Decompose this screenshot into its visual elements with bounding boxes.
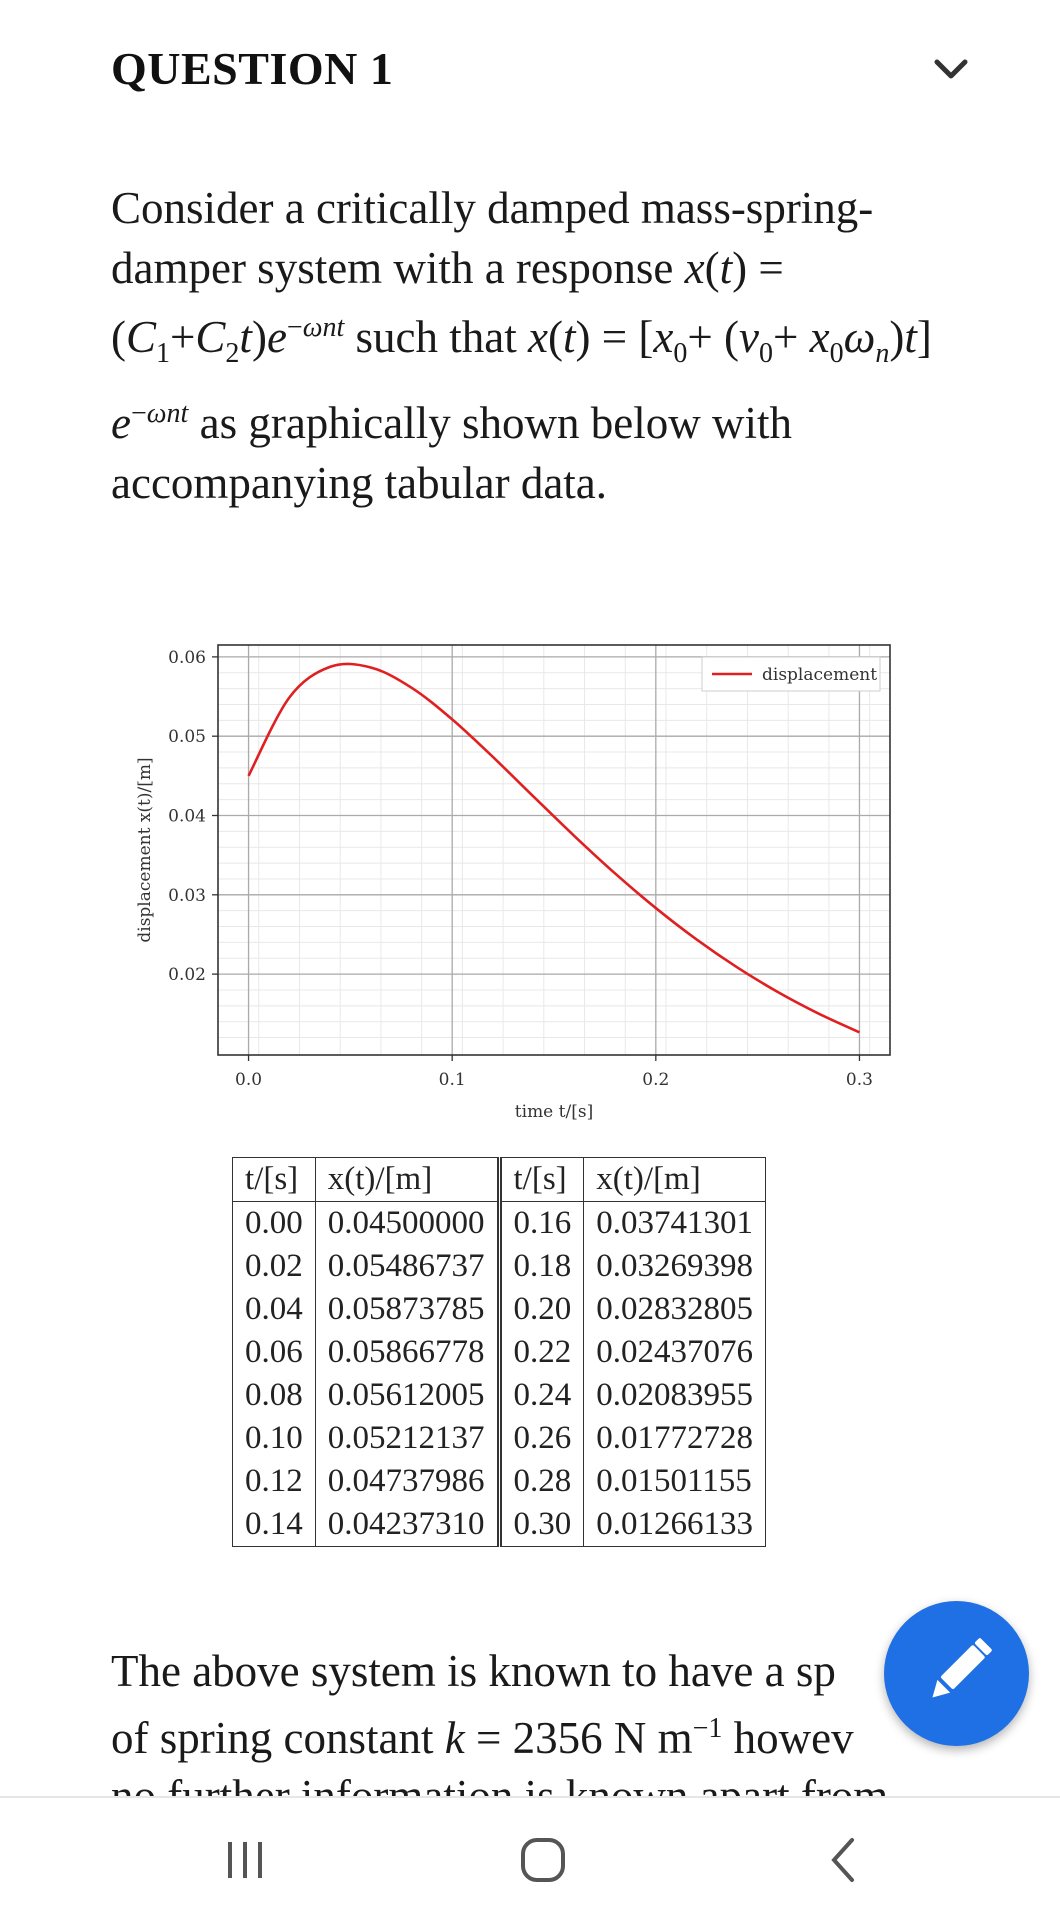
y-tick-label: 0.02	[168, 965, 206, 986]
equation-spring-constant: k = 2356 N $m^{-1}$	[444, 1713, 723, 1763]
edit-fab-button[interactable]	[884, 1601, 1029, 1746]
home-icon[interactable]	[508, 1828, 578, 1892]
table-cell: 0.03741301	[596, 1205, 753, 1241]
table-cell: 0.10	[233, 1417, 316, 1460]
table-row	[233, 1288, 766, 1331]
outro-line2-suffix: howev	[733, 1713, 854, 1763]
table-row	[233, 1374, 766, 1417]
table-cell: 0.04737986	[315, 1460, 499, 1503]
outro-line2	[111, 1700, 1011, 1767]
table-cell: 0.14	[233, 1503, 316, 1547]
table-cell: 0.05486737	[315, 1245, 499, 1288]
table-cell: 0.01266133	[596, 1506, 753, 1542]
recent-apps-icon[interactable]	[210, 1828, 280, 1892]
question-header[interactable]	[111, 42, 971, 102]
displacement-chart	[130, 630, 900, 1120]
outro-line1: The above system is known to have a sp	[111, 1646, 836, 1696]
table-cell: 0.08	[233, 1374, 316, 1417]
plot-area	[218, 645, 890, 1055]
table-row	[233, 1331, 766, 1374]
table-header-row	[233, 1158, 766, 1202]
data-table	[232, 1157, 766, 1547]
table-cell: 0.02437076	[596, 1334, 753, 1370]
table-row	[233, 1503, 766, 1547]
table-row	[233, 1202, 766, 1246]
y-tick-label: 0.05	[168, 727, 206, 748]
table-row	[233, 1417, 766, 1460]
table-header-cell: x(t)/[m]	[584, 1158, 766, 1202]
x-tick-label: 0.1	[438, 1070, 466, 1090]
table-cell: 0.01772728	[596, 1420, 753, 1456]
table-cell: 0.05612005	[315, 1374, 499, 1417]
table-cell: 0.24	[499, 1374, 584, 1417]
table-row	[233, 1245, 766, 1288]
equation-solution: $x(t) = [x_0+ (v_0+ x_0\omega_n)t]$ $e^{-\omega nt}$	[111, 312, 932, 448]
table-header-cell: x(t)/[m]	[315, 1158, 499, 1202]
chevron-down-icon[interactable]	[931, 54, 971, 84]
back-icon[interactable]	[808, 1828, 878, 1892]
table-header-cell: t/[s]	[499, 1158, 584, 1202]
table-cell: 0.04	[233, 1288, 316, 1331]
y-axis-label: displacement x(t)/[m]	[135, 757, 155, 943]
table-cell: 0.01501155	[596, 1463, 752, 1499]
table-cell: 0.20	[499, 1288, 584, 1331]
x-tick-label: 0.0	[235, 1070, 263, 1090]
chart-svg	[130, 630, 900, 1120]
table-cell: 0.02832805	[596, 1291, 753, 1327]
x-tick-label: 0.3	[845, 1070, 873, 1090]
table-cell: 0.05873785	[315, 1288, 499, 1331]
outro-line2-prefix: of spring constant	[111, 1713, 434, 1763]
table-cell: 0.22	[499, 1331, 584, 1374]
table-row	[233, 1460, 766, 1503]
system-nav-bar	[0, 1796, 1060, 1922]
table-cell: 0.04500000	[315, 1202, 499, 1246]
question-intro	[111, 178, 951, 513]
table-cell: 0.18	[499, 1245, 584, 1288]
x-axis-label: time t/[s]	[514, 1102, 594, 1120]
table-cell: 0.26	[499, 1417, 584, 1460]
table-cell: 0.05866778	[315, 1331, 499, 1374]
y-tick-label: 0.06	[168, 647, 206, 668]
table-cell: 0.00	[233, 1202, 316, 1246]
equation-response: $x(t) = (C_1+C_2t)e^{-\omega nt}$	[111, 243, 784, 369]
table-header-cell: t/[s]	[233, 1158, 316, 1202]
table-cell: 0.06	[233, 1331, 316, 1374]
table-cell: 0.30	[499, 1503, 584, 1547]
table-cell: 0.02	[233, 1245, 316, 1288]
table-cell: 0.28	[499, 1460, 584, 1503]
intro-middle: such that	[355, 312, 517, 362]
intro-suffix: as graphically shown below with accompanying tabular data.	[111, 398, 792, 508]
table-cell: 0.12	[233, 1460, 316, 1503]
table-cell: 0.16	[499, 1202, 584, 1246]
table-cell: 0.03269398	[596, 1248, 753, 1284]
x-tick-label: 0.2	[642, 1070, 670, 1090]
pencil-icon	[884, 1601, 1029, 1746]
y-tick-label: 0.04	[168, 806, 206, 827]
question-title: QUESTION 1	[111, 43, 394, 94]
intro-prefix: Consider a critically damped mass-spring-damper system with a response	[111, 183, 874, 293]
table-cell: 0.05212137	[315, 1417, 499, 1460]
legend-label: displacement	[762, 665, 878, 685]
table-cell: 0.04237310	[315, 1503, 499, 1547]
y-tick-label: 0.03	[168, 885, 206, 906]
table-cell: 0.02083955	[596, 1377, 753, 1413]
